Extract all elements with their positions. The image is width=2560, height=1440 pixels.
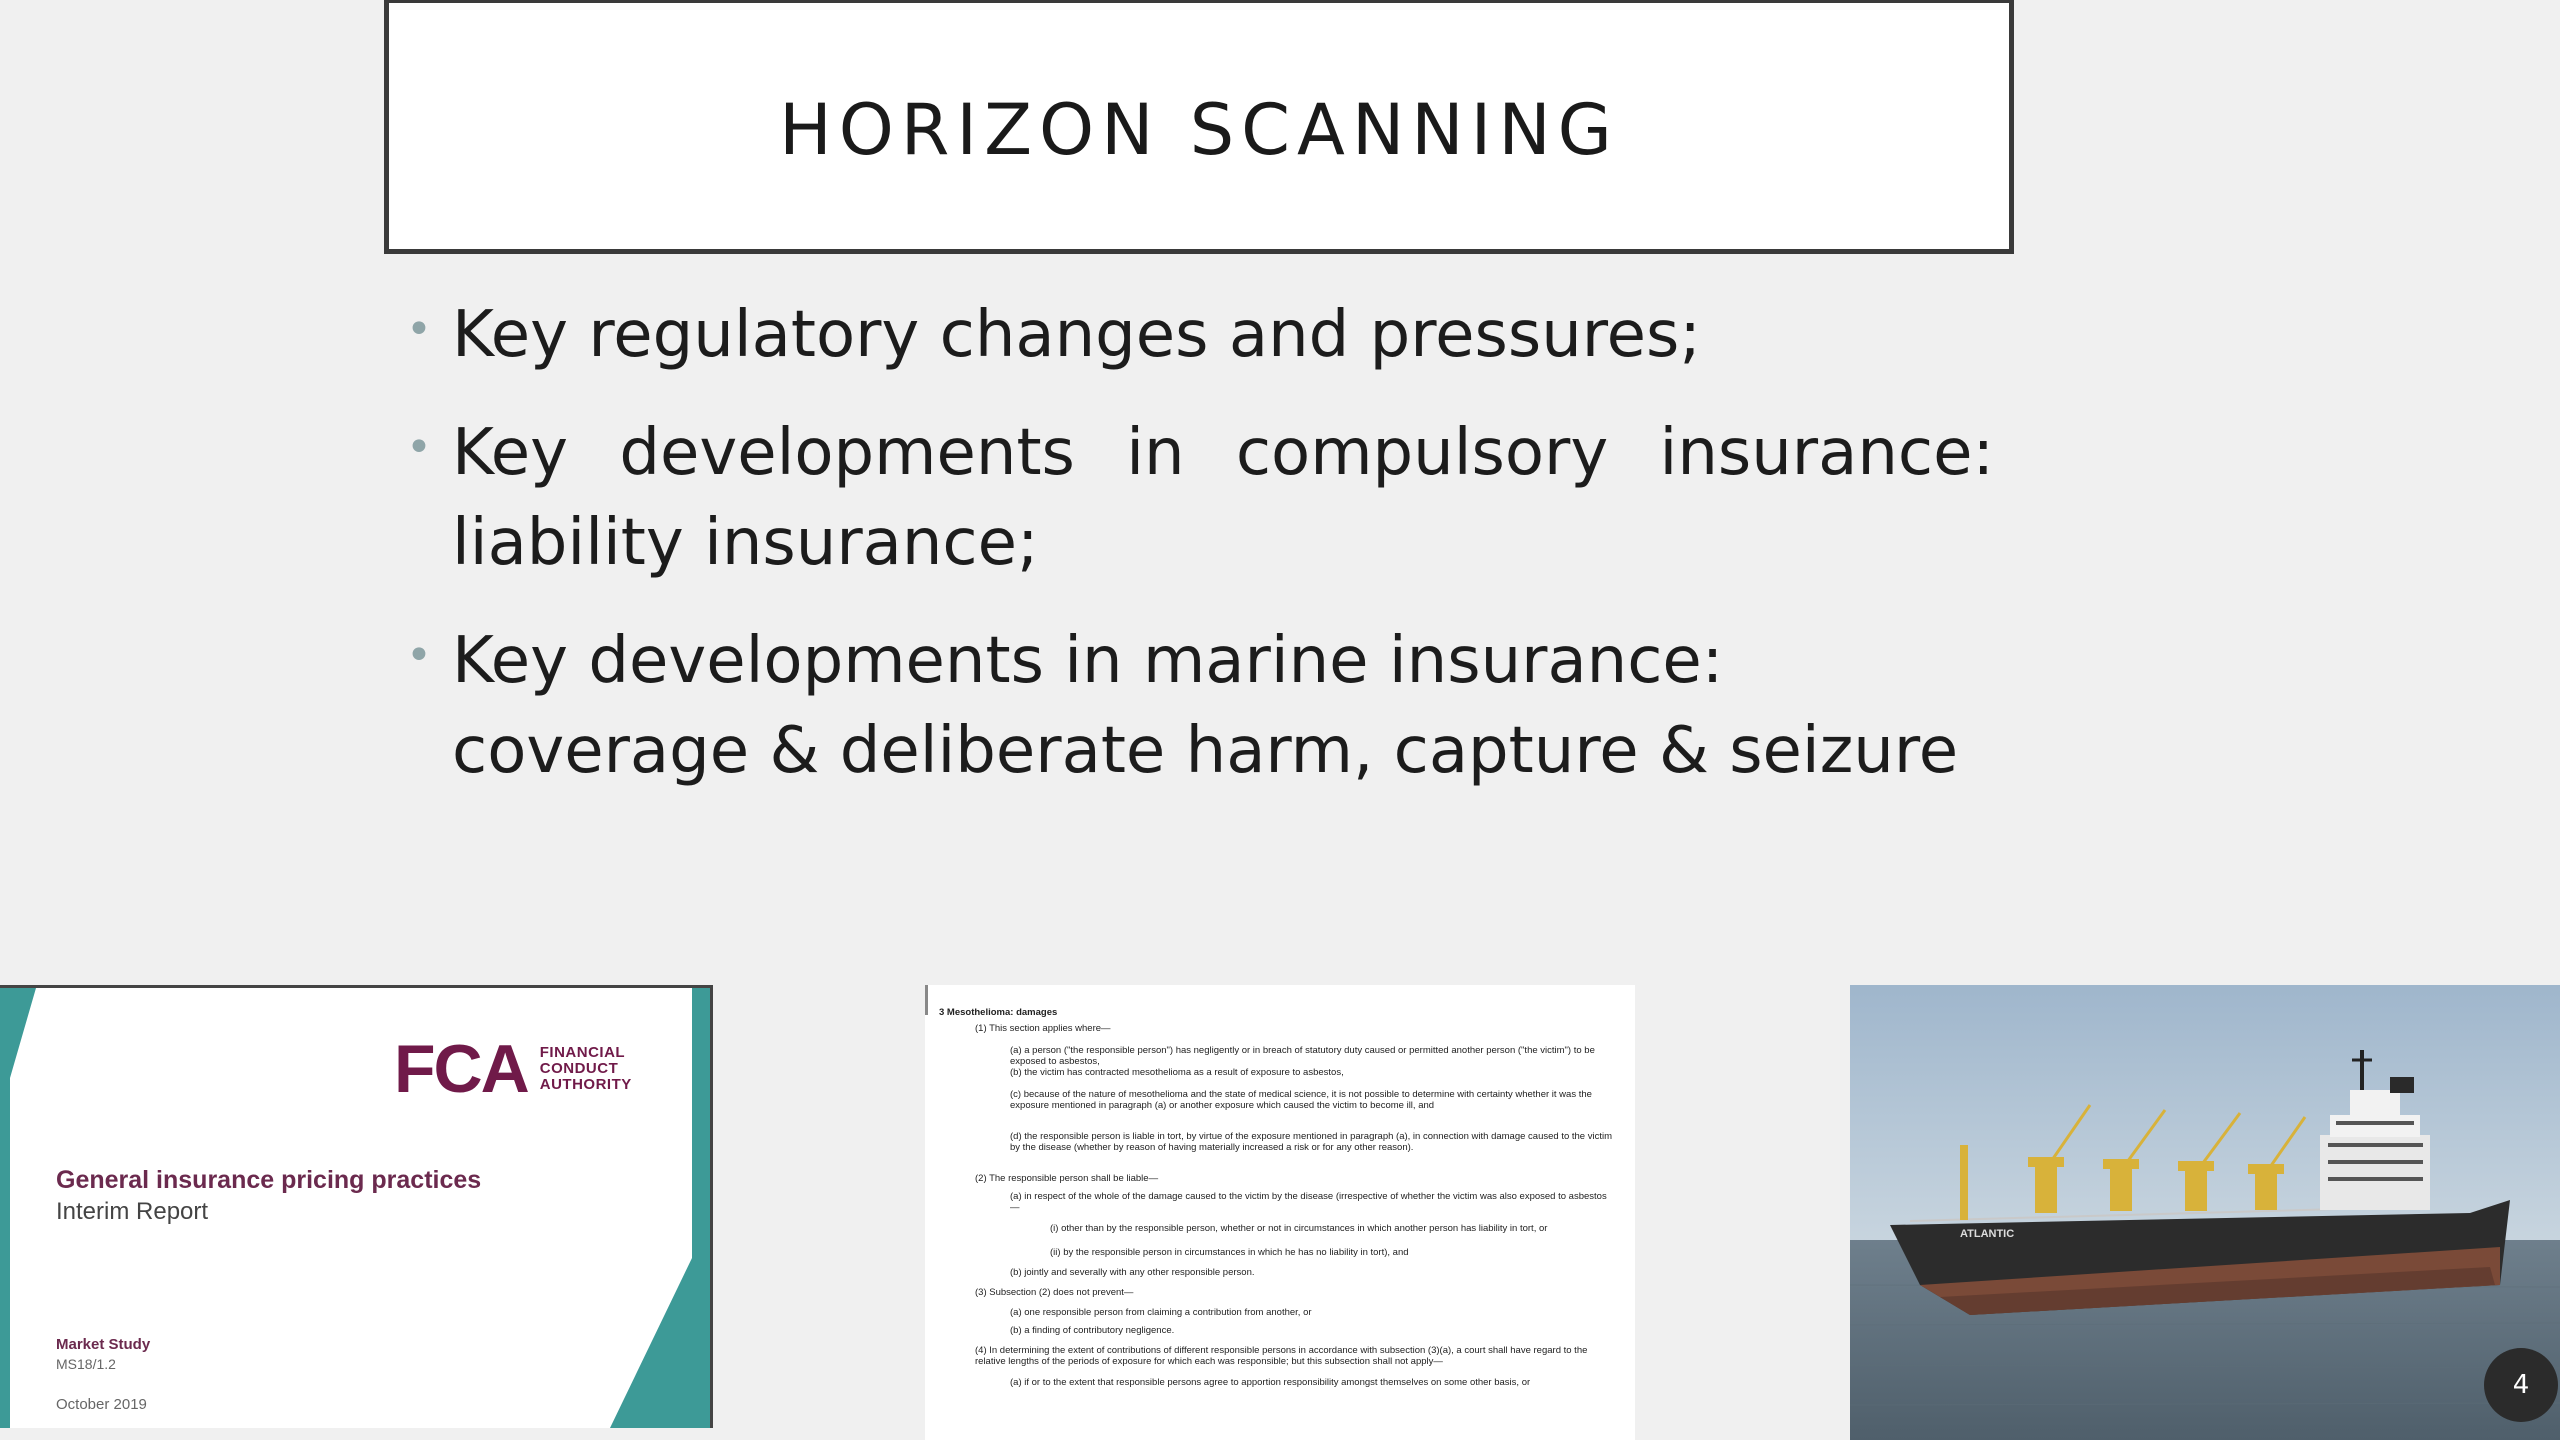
doc-text-line: (3) Subsection (2) does not prevent—: [975, 1287, 1134, 1298]
bullet-text: Key regulatory changes and pressures;: [452, 298, 1701, 372]
doc-text-line: (ii) by the responsible person in circumstances in which he has no liability in tort), and: [1050, 1247, 1409, 1258]
ship-hull-name: ATLANTIC: [1960, 1228, 2015, 1240]
slide-title: HORIZON SCANNING: [779, 89, 1619, 171]
fca-study-label: Market Study: [56, 1336, 151, 1353]
doc-text-line: (b) jointly and severally with any other responsible person.: [1010, 1267, 1255, 1278]
fca-report-subheading: Interim Report: [56, 1198, 209, 1225]
fca-reference: MS18/1.2: [56, 1356, 116, 1372]
doc-text-line: (a) a person ("the responsible person") has negligently or in breach of statutory duty caused or permitted another person ("the victim") to be exposed to asbestos,: [1010, 1045, 1595, 1067]
bullet-item: [404, 290, 1994, 380]
fca-report-thumbnail: [0, 985, 713, 1428]
fca-logo: [394, 1031, 632, 1107]
doc-text-line: (b) a finding of contributory negligence.: [1010, 1325, 1175, 1336]
page-number-badge: 4: [2484, 1348, 2558, 1422]
ship-photo-thumbnail: [1850, 985, 2560, 1440]
fca-logo-words: [540, 1045, 632, 1093]
doc-text-line: (a) in respect of the whole of the damage caused to the victim by the disease (irrespective of whether the victim was also exposed to asbestos—: [1010, 1191, 1607, 1213]
fca-logo-word: CONDUCT: [539, 1060, 619, 1077]
legislation-document-thumbnail: [925, 985, 1635, 1440]
bullet-dot-icon: •: [406, 630, 432, 681]
bullet-item: [404, 408, 1994, 588]
fca-logo-mark: FCA: [394, 1031, 528, 1107]
doc-text-line: (1) This section applies where—: [975, 1023, 1111, 1034]
fca-logo-word: AUTHORITY: [539, 1076, 632, 1093]
doc-text-line: (a) if or to the extent that responsible persons agree to apportion responsibility amongst themselves on some other basis, or: [1010, 1377, 1531, 1388]
doc-text-line: (i) other than by the responsible person, whether or not in circumstances in which another person has liability in tort, or: [1050, 1223, 1548, 1234]
doc-text-line: (c) because of the nature of mesothelioma and the state of medical science, it is not possible to determine with certainty whether it was the exposure mentioned in paragraph (a) or another exposure which caused the victim to become ill, and: [1010, 1089, 1592, 1111]
bullet-text: Key developments in marine insurance: coverage & deliberate harm, capture & seizure: [452, 624, 1959, 788]
bullet-dot-icon: •: [406, 422, 432, 473]
doc-text-line: (b) the victim has contracted mesothelioma as a result of exposure to asbestos,: [1010, 1067, 1344, 1078]
bullet-item: [404, 616, 1994, 796]
doc-text-line: (2) The responsible person shall be liable—: [975, 1173, 1159, 1184]
fca-report-heading: General insurance pricing practices: [56, 1166, 482, 1194]
doc-text-line: (a) one responsible person from claiming a contribution from another, or: [1010, 1307, 1312, 1318]
doc-margin-rule: [925, 985, 928, 1015]
fca-date: October 2019: [56, 1396, 147, 1413]
doc-text-line: (d) the responsible person is liable in tort, by virtue of the exposure mentioned in paragraph (a), in connection with damage caused to the victim by the disease (whether by reason of having materially increased a risk or for any other reason).: [1010, 1131, 1612, 1153]
slide-title-box: [384, 0, 2014, 254]
fca-logo-word: FINANCIAL: [539, 1044, 626, 1061]
doc-text-line: (4) In determining the extent of contributions of different responsible persons in accordance with subsection (3)(a), a court shall have regard to the relative lengths of the periods of exposure for which each was responsible; but this subsection shall not apply—: [975, 1345, 1588, 1367]
doc-heading: 3 Mesothelioma: damages: [939, 1007, 1058, 1018]
bullet-text: Key developments in compulsory insurance: liability insurance;: [452, 416, 1994, 580]
bullet-dot-icon: •: [406, 304, 432, 355]
cargo-ship-image: [1850, 985, 2560, 1440]
bullet-list: [404, 290, 1994, 824]
